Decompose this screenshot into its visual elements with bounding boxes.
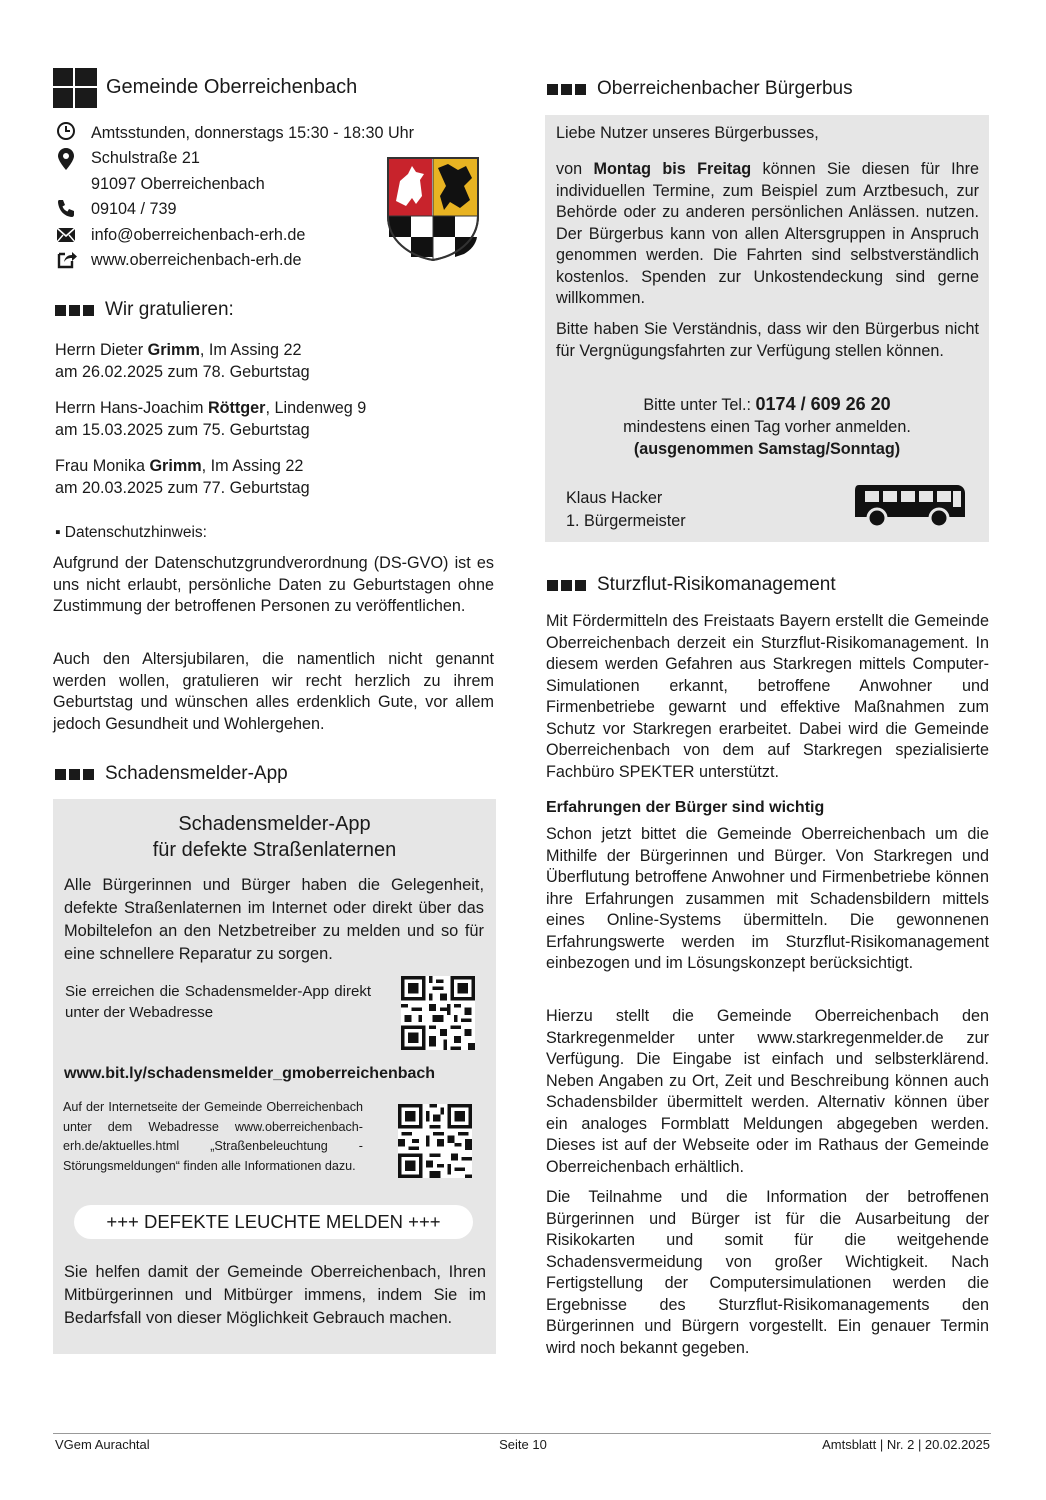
buergerbus-notice: Bitte haben Sie Verständnis, dass wir den Bürgerbus nicht für Vergnügungsfahrten zur Verfügung stellen können. xyxy=(556,320,979,360)
website-link[interactable]: www.oberreichenbach-erh.de xyxy=(91,251,302,269)
footer-divider xyxy=(53,1433,991,1434)
page-title: Gemeinde Oberreichenbach xyxy=(106,76,358,98)
mail-icon xyxy=(56,225,78,245)
buergerbus-box xyxy=(545,115,989,542)
bus-icon xyxy=(853,483,967,529)
datenschutz-label: ▪ Datenschutzhinweis: xyxy=(55,524,207,541)
sturzflut-subheading: Erfahrungen der Bürger sind wichtig xyxy=(546,799,825,816)
bus-phone-number[interactable]: 0174 / 609 26 20 xyxy=(755,394,891,414)
office-hours: Amtsstunden, donnerstags 15:30 - 18:30 Uhr xyxy=(91,124,415,142)
footer-left: VGem Aurachtal xyxy=(55,1437,150,1452)
birthday-entry: Frau Monika Grimm, Im Assing 22 am 20.03.2025 zum 77. Geburtstag xyxy=(55,457,310,497)
schadensmelder-intro: Alle Bürgerinnen und Bürger haben die Gelegenheit, defekte Straßenlaternen im Internet oder direkt über das Mobiltelefon an den Netzbetreiber zu melden und so für eine schnellere Reparatur zu sorgen. xyxy=(64,876,484,963)
birthday-entry: Herrn Hans-Joachim Röttger, Lindenweg 9 am 15.03.2025 zum 75. Geburtstag xyxy=(55,399,367,439)
municipality-logo-icon xyxy=(53,68,97,108)
email-link[interactable]: info@oberreichenbach-erh.de xyxy=(91,226,306,244)
sturzflut-participation: Die Teilnahme und die Information der betroffenen Bürgerinnen und Bürger ist für die Ausarbeitung der Risikokarten und somit für die weitgehende Schadensvermeidung von großer Wichtigkeit. Nach Fertigstellung der Computersimulationen werden die Ergebnisse des Sturzflut-Risikomanagements den Bürgerinnen und Bürgern vorgestellt. Ein genauer Termin wird noch bekannt gegeben. xyxy=(546,1188,989,1357)
sturzflut-starkregenmelder: Hierzu stellt die Gemeinde Oberreichenbach den Starkregenmelder unter www.starkregenmelder.de zur Verfügung. Die Eingabe ist einfach und selbsterklärend. Neben Angaben zu Ort, Zeit und Beschreibung können auch Schadensbilder übermittelt werden. Alternativ können über ein analoges Formblatt Meldungen abgegeben werden. Dieses ist auf der Webseite oder im Rathaus der Gemeinde Oberreichenbach erhältlich. xyxy=(546,1007,989,1176)
sturzflut-experience: Schon jetzt bittet die Gemeinde Oberreichenbach um die Mithilfe der Bürgerinnen und Bürger. Von Starkregen und Überflutung betroffene Anwohner und Firmenbetriebe können ihre Erfahrungen zusammen mit Schadensbildern mittels eines Online-Systems übermitteln. Die gewonnenen Erfahrungswerte werden im Sturzflut-Risikomanagement einbezogen und im Lösungskonzept berücksichtigt. xyxy=(546,825,989,972)
footer-right: Amtsblatt | Nr. 2 | 20.02.2025 xyxy=(822,1437,990,1452)
sturzflut-intro: Mit Fördermitteln des Freistaats Bayern erstellt die Gemeinde Oberreichenbach derzeit ein Sturzflut-Risikomanagement. In diesem werden Gefahren aus Starkregen mittels Computer-Simulationen erkannt, betroffene Anwohner und Firmenbetriebe gewarnt und effektive Maßnahmen zum Schutz vor Starkregen erarbeitet. Dabei wird die Gemeinde Oberreichenbach von dem auf Starkregen spezialisierte Fachbüro SPEKTER unterstützt. xyxy=(546,612,989,781)
qr-code-icon xyxy=(401,976,475,1050)
phone-number: 09104 / 739 xyxy=(91,200,177,218)
buergerbus-greeting: Liebe Nutzer unseres Bürgerbusses, xyxy=(556,124,819,142)
clock-icon xyxy=(56,121,78,141)
schadensmelder-box xyxy=(53,799,496,1354)
buergerbus-text: von Montag bis Freitag können Sie diesen für Ihre individuellen Termine, zum Beispiel zum Arztbesuch, zur Behörde oder zu anderen persönlichen Anlässen. nutzen. Der Bürgerbus kann von allen Altersgruppen in Anspruch genommen werden. Die Fahrten sind selbstverständlich kostenlos. Spenden zur Unkostendeckung sind gerne willkommen. xyxy=(556,160,979,307)
page-number: Seite 10 xyxy=(499,1437,547,1452)
reach-text: Sie erreichen die Schadensmelder-App direkt unter der Webadresse xyxy=(65,983,371,1021)
birthday-entry: Herrn Dieter Grimm, Im Assing 22 am 26.02.2025 zum 78. Geburtstag xyxy=(55,341,310,381)
section-heading-buergerbus: Oberreichenbacher Bürgerbus xyxy=(547,78,853,100)
address-city: 91097 Oberreichenbach xyxy=(91,175,265,193)
jubilare-text: Auch den Altersjubilaren, die namentlich nicht genannt werden wollen, gratulieren wir recht herzlich zu ihrem Geburtstag und wünschen alles erdenklich Gute, vor allem jedoch Gesundheit und Wohlergehen. xyxy=(53,650,494,733)
section-heading-gratulation: Wir gratulieren: xyxy=(55,299,234,321)
schadensmelder-link[interactable]: www.bit.ly/schadensmelder_gmoberreichenbach xyxy=(64,1065,436,1082)
address-street: Schulstraße 21 xyxy=(91,149,200,167)
schadensmelder-outro: Sie helfen damit der Gemeinde Oberreichenbach, Ihren Mitbürgerinnen und Mitbürger immens, indem Sie im Bedarfsfall von dieser Möglichkeit Gebrauch machen. xyxy=(64,1263,486,1327)
location-pin-icon xyxy=(56,147,78,171)
report-defect-button[interactable]: +++ DEFEKTE LEUCHTE MELDEN +++ xyxy=(74,1205,473,1239)
phone-icon xyxy=(56,198,78,218)
signature: Klaus Hacker 1. Bürgermeister xyxy=(566,489,686,530)
section-heading-sturzflut: Sturzflut-Risikomanagement xyxy=(547,574,836,596)
datenschutz-text: Aufgrund der Datenschutzgrundverordnung (DS-GVO) ist es uns nicht erlaubt, persönliche Daten zu Geburtstagen ohne Zustimmung der betroffenen Personen zu veröffentlichen. xyxy=(53,554,494,615)
section-heading-schadensmelder: Schadensmelder-App xyxy=(55,763,288,785)
phone-booking-info: Bitte unter Tel.: 0174 / 609 26 20 mindestens einen Tag vorher anmelden. (ausgenommen Samstag/Sonntag) xyxy=(623,394,911,458)
website-info-text: Auf der Internetseite der Gemeinde Oberreichenbach unter dem Webadresse www.oberreichenbach-erh.de/aktuelles.html „Straßenbeleuchtung - Störungsmeldungen“ finden alle Informationen dazu. xyxy=(63,1100,363,1173)
qr-code-icon xyxy=(398,1104,472,1178)
coat-of-arms-icon xyxy=(386,156,480,262)
external-link-icon xyxy=(56,249,78,269)
box-title: Schadensmelder-App für defekte Straßenlaternen xyxy=(152,813,397,861)
